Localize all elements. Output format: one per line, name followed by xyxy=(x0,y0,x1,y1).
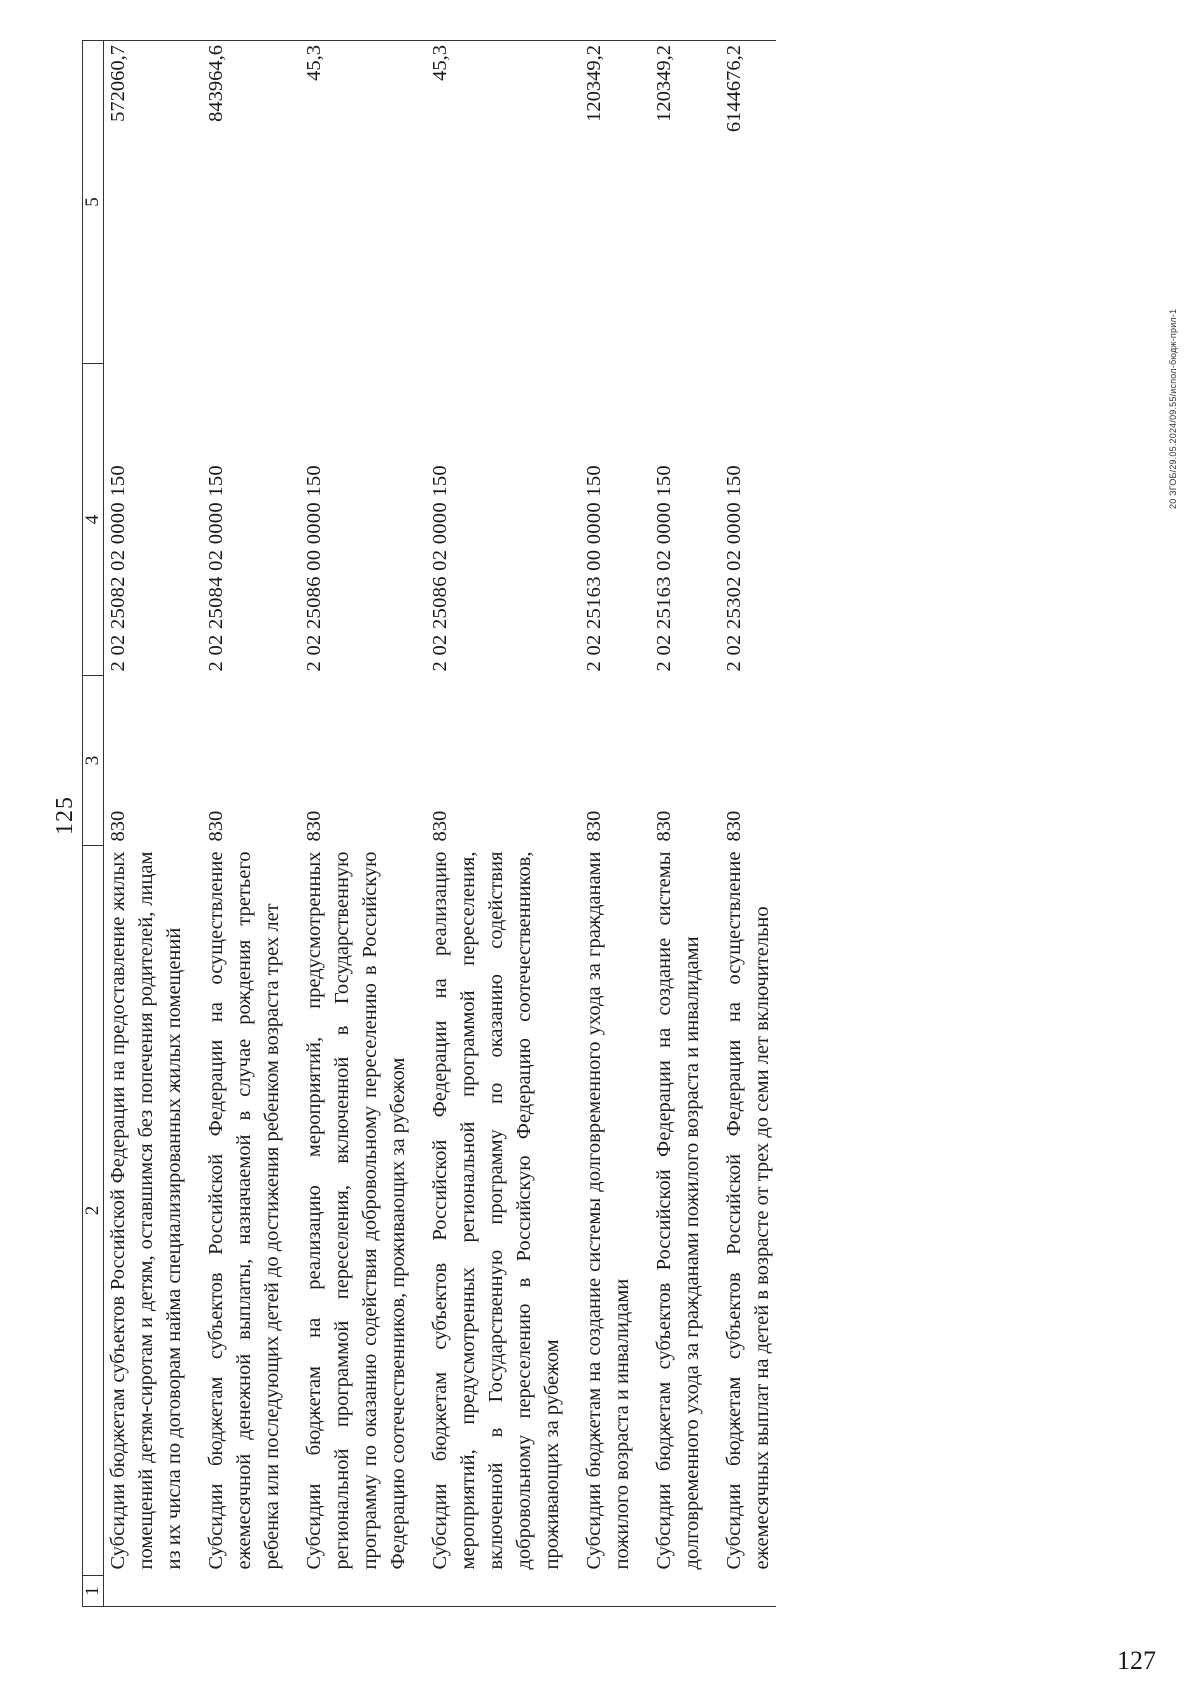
row-admin-code: 830 xyxy=(723,810,745,842)
row-amount: 572060,7 xyxy=(104,41,203,364)
row-budget-code: 2 02 25163 02 0000 150 xyxy=(653,465,675,672)
table-row xyxy=(720,41,776,1607)
table-row xyxy=(202,41,300,1607)
row-budget-code: 2 02 25084 02 0000 150 xyxy=(205,465,227,672)
row-amount: 45,3 xyxy=(426,41,580,364)
row-admin-code: 830 xyxy=(583,810,605,842)
sheet-number: 127 xyxy=(1117,1646,1156,1675)
row-budget-code: 2 02 25086 00 0000 150 xyxy=(303,465,325,672)
header-col-3: 3 xyxy=(83,676,104,846)
row-description: Субсидии бюджетам субъектов Российской Федерации на предоставление жилых помещений детям-сиротам и детям, оставшимся без попечения родителей, лицам из их числа по договорам найма специализированных жилых помещений xyxy=(107,851,185,1570)
row-budget-code: 2 02 25302 02 0000 150 xyxy=(723,465,745,672)
budget-revenue-table xyxy=(82,40,776,1607)
row-admin-code: 830 xyxy=(429,810,451,842)
row-number-cell xyxy=(650,1576,720,1607)
row-amount: 45,3 xyxy=(300,41,426,364)
file-stamp: 20 ЗГОБ/29.05.2024/09.55/испол-бюдж-прил-1 xyxy=(1168,308,1178,509)
row-number-cell xyxy=(580,1576,650,1607)
row-description: Субсидии бюджетам на реализацию мероприятий, предусмотренных региональной программой переселения, включенной в Государственную программу по оказанию содействия добровольному переселению в Российскую Федерацию соотечественников, проживающих за рубежом xyxy=(303,851,409,1570)
table-row xyxy=(580,41,650,1607)
row-description: Субсидии бюджетам на создание системы долговременного ухода за гражданами пожилого возраста и инвалидами xyxy=(583,851,633,1570)
row-amount: 120349,2 xyxy=(580,41,650,364)
row-number-cell xyxy=(104,1576,203,1607)
row-number-cell xyxy=(300,1576,426,1607)
header-col-1: 1 xyxy=(83,1576,104,1607)
row-description: Субсидии бюджетам субъектов Российской Федерации на осуществление ежемесячной денежной выплаты, назначаемой в случае рождения третьего ребенка или последующих детей до достижения ребенком возраста трех лет xyxy=(205,851,283,1570)
row-amount: 843964,6 xyxy=(202,41,300,364)
page-number-top: 125 xyxy=(52,796,78,835)
row-admin-code: 830 xyxy=(107,810,129,842)
row-number-cell xyxy=(426,1576,580,1607)
row-description: Субсидии бюджетам субъектов Российской Федерации на создание системы долговременного ухода за гражданами пожилого возраста и инвалидами xyxy=(653,851,703,1570)
row-number-cell xyxy=(720,1576,776,1607)
row-number-cell xyxy=(202,1576,300,1607)
row-description: Субсидии бюджетам субъектов Российской Федерации на осуществление ежемесячных выплат на детей в возрасте от трех до семи лет включительно xyxy=(723,851,773,1570)
header-col-4: 4 xyxy=(83,364,104,676)
header-col-2: 2 xyxy=(83,846,104,1576)
table-row xyxy=(650,41,720,1607)
row-description: Субсидии бюджетам субъектов Российской Федерации на реализацию мероприятий, предусмотренных региональной программой переселения, включенной в Государственную программу по оказанию содействия добровольному переселению в Российскую Федерацию соотечественников, проживающих за рубежом xyxy=(429,851,563,1570)
row-amount: 120349,2 xyxy=(650,41,720,364)
header-col-5: 5 xyxy=(83,41,104,364)
row-admin-code: 830 xyxy=(303,810,325,842)
row-budget-code: 2 02 25082 02 0000 150 xyxy=(107,465,129,672)
row-budget-code: 2 02 25086 02 0000 150 xyxy=(429,465,451,672)
table-row xyxy=(426,41,580,1607)
table-header-row xyxy=(83,41,104,1607)
row-budget-code: 2 02 25163 00 0000 150 xyxy=(583,465,605,672)
row-admin-code: 830 xyxy=(653,810,675,842)
table-row xyxy=(300,41,426,1607)
table-row xyxy=(104,41,203,1607)
row-amount: 6144676,2 xyxy=(720,41,776,364)
row-admin-code: 830 xyxy=(205,810,227,842)
